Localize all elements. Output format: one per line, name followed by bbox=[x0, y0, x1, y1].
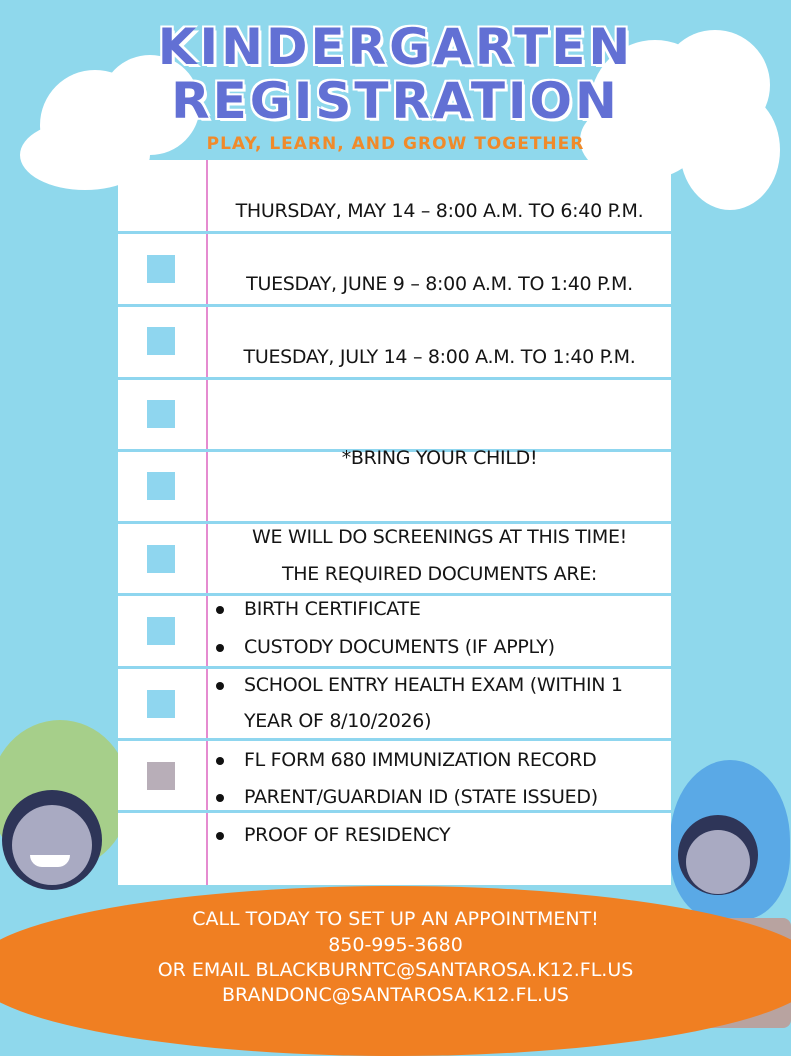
document-item: CUSTODY DOCUMENTS (IF APPLY) bbox=[244, 636, 555, 658]
checkbox-icon bbox=[147, 545, 175, 573]
bring-child-note: *BRING YOUR CHILD! bbox=[341, 447, 538, 469]
bullet-icon bbox=[216, 832, 224, 840]
bullet-icon bbox=[216, 682, 224, 690]
document-item: PARENT/GUARDIAN ID (STATE ISSUED) bbox=[244, 786, 598, 808]
checkbox-icon bbox=[147, 762, 175, 790]
rule-line bbox=[118, 593, 671, 596]
rule-line bbox=[118, 666, 671, 669]
rule-line bbox=[118, 304, 671, 307]
checkbox-icon bbox=[147, 400, 175, 428]
checkbox-icon bbox=[147, 617, 175, 645]
document-item-continued: YEAR OF 8/10/2026) bbox=[244, 710, 432, 732]
rule-line bbox=[118, 231, 671, 234]
tagline: PLAY, LEARN, AND GROW TOGETHER bbox=[206, 134, 585, 154]
rule-line bbox=[118, 521, 671, 524]
footer-phone: 850-995-3680 bbox=[328, 934, 463, 956]
documents-intro: THE REQUIRED DOCUMENTS ARE: bbox=[281, 563, 598, 585]
schedule-date-1: THURSDAY, MAY 14 – 8:00 A.M. TO 6:40 P.M. bbox=[235, 200, 644, 222]
schedule-date-3: TUESDAY, JULY 14 – 8:00 A.M. TO 1:40 P.M. bbox=[243, 346, 636, 368]
rule-line bbox=[118, 738, 671, 741]
checkbox-icon bbox=[147, 327, 175, 355]
bullet-icon bbox=[216, 644, 224, 652]
rule-line bbox=[118, 377, 671, 380]
footer-call-text: CALL TODAY TO SET UP AN APPOINTMENT! bbox=[192, 908, 599, 930]
rule-line bbox=[118, 810, 671, 813]
checkbox-icon bbox=[147, 472, 175, 500]
bullet-icon bbox=[216, 606, 224, 614]
bullet-icon bbox=[216, 757, 224, 765]
document-item: FL FORM 680 IMMUNIZATION RECORD bbox=[244, 749, 597, 771]
checkbox-icon bbox=[147, 255, 175, 283]
screenings-note: WE WILL DO SCREENINGS AT THIS TIME! bbox=[252, 526, 627, 548]
checkbox-icon bbox=[147, 690, 175, 718]
title-line-1: KINDERGARTEN bbox=[157, 18, 634, 76]
footer-email-2: BRANDONC@SANTAROSA.K12.FL.US bbox=[222, 984, 569, 1006]
notebook-paper bbox=[118, 160, 671, 885]
schedule-date-2: TUESDAY, JUNE 9 – 8:00 A.M. TO 1:40 P.M. bbox=[246, 273, 633, 295]
footer-email-1: OR EMAIL BLACKBURNTC@SANTAROSA.K12.FL.US bbox=[157, 959, 634, 981]
document-item: PROOF OF RESIDENCY bbox=[244, 824, 451, 846]
document-item: SCHOOL ENTRY HEALTH EXAM (WITHIN 1 bbox=[244, 674, 623, 696]
document-item: BIRTH CERTIFICATE bbox=[244, 598, 421, 620]
title-line-2: REGISTRATION bbox=[171, 72, 620, 130]
bullet-icon bbox=[216, 794, 224, 802]
